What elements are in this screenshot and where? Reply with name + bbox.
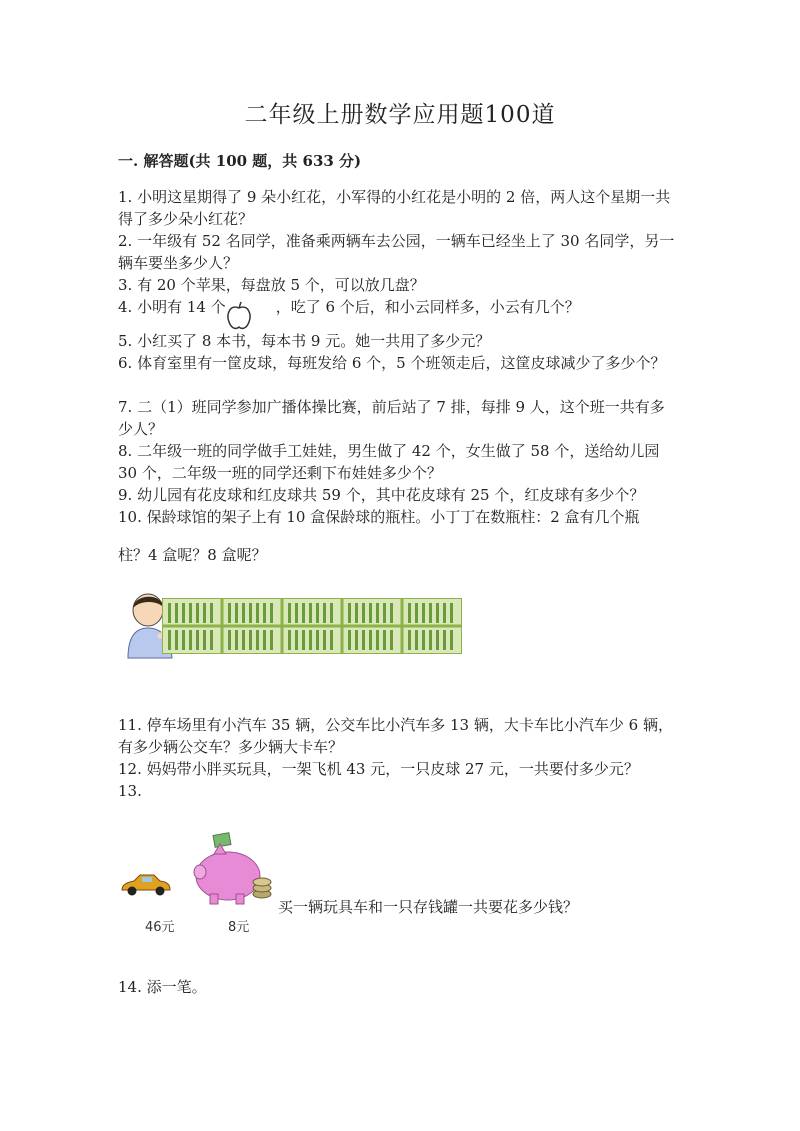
apple-icon xyxy=(224,300,254,332)
question-14: 14. 添一笔。 xyxy=(118,978,207,996)
question-9: 9. 幼儿园有花皮球和红皮球共 59 个，其中花皮球有 25 个，红皮球有多少个？ xyxy=(118,486,645,504)
question-4-part-a: 4. 小明有 14 个 xyxy=(118,298,226,316)
section-heading: 一. 解答题(共 100 题，共 633 分) xyxy=(118,152,362,170)
piggy-bank-illustration xyxy=(192,832,274,910)
question-6: 6. 体育室里有一筐皮球，每班发给 6 个，5 个班领走后，这筐皮球减少了多少个？ xyxy=(118,354,666,372)
question-13-text: 买一辆玩具车和一只存钱罐一共要花多少钱？ xyxy=(278,898,579,916)
question-10-part-a: 10. 保龄球馆的架子上有 10 盒保龄球的瓶柱。小丁丁在数瓶柱：2 盒有几个瓶 xyxy=(118,508,640,526)
price-piggy-bank: 8元 xyxy=(228,920,250,935)
question-2: 2. 一年级有 52 名同学，准备乘两辆车去公园，一辆车已经坐上了 30 名同学，另一辆车要坐多少人？ xyxy=(118,232,675,272)
question-8: 8. 二年级一班的同学做手工娃娃，男生做了 42 个，女生做了 58 个，送给幼儿园 30 个，二年级一班的同学还剩下布娃娃多少个？ xyxy=(118,442,660,482)
question-3: 3. 有 20 个苹果，每盘放 5 个，可以放几盘？ xyxy=(118,276,425,294)
question-5: 5. 小红买了 8 本书，每本书 9 元。她一共用了多少元？ xyxy=(118,332,491,350)
page-title: 二年级上册数学应用题100道 xyxy=(244,102,556,128)
question-11: 11. 停车场里有小汽车 35 辆，公交车比小汽车多 13 辆，大卡车比小汽车少 6 辆，有多少辆公交车？多少辆大卡车？ xyxy=(118,716,673,756)
question-10-part-b: 柱？4 盒呢？8 盒呢？ xyxy=(118,546,267,564)
question-1: 1. 小明这星期得了 9 朵小红花，小军得的小红花是小明的 2 倍，两人这个星期一共得了多少朵小红花？ xyxy=(118,188,671,228)
question-12: 12. 妈妈带小胖买玩具，一架飞机 43 元，一只皮球 27 元，一共要付多少元？ xyxy=(118,760,639,778)
question-13: 13. xyxy=(118,782,142,800)
price-car: 46元 xyxy=(145,920,175,935)
question-4 xyxy=(118,296,678,318)
toy-car-illustration xyxy=(120,872,172,898)
question-4-part-b: ，吃了 6 个后，和小云同样多，小云有几个？ xyxy=(275,298,580,316)
bowling-pin-shelf xyxy=(162,598,462,654)
question-7: 7. 二（1）班同学参加广播体操比赛，前后站了 7 排，每排 9 人，这个班一共有多少人？ xyxy=(118,398,665,438)
